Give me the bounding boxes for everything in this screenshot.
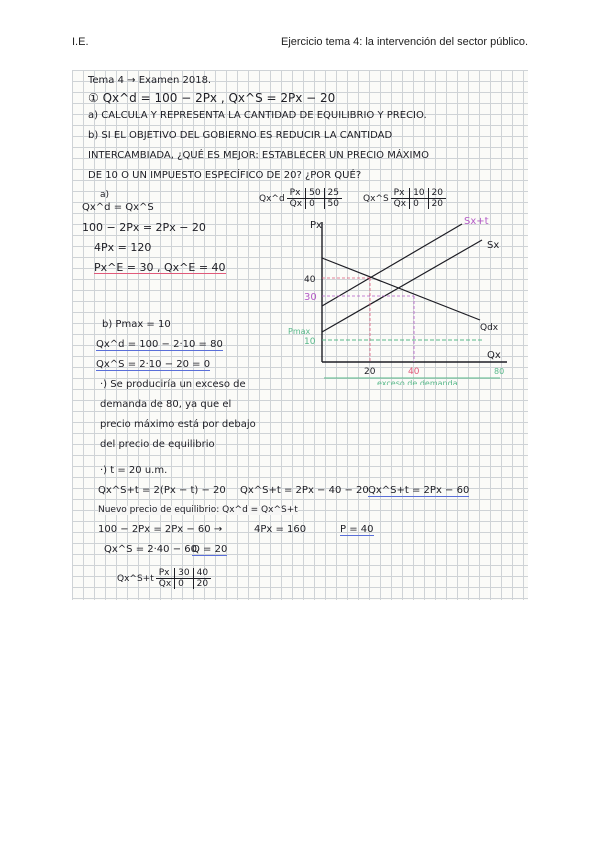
demand-table [258,188,342,209]
table-cell: 10 [410,188,428,199]
table-cell: Qx [391,199,410,210]
tax-eq2: Qx^S+t = 2Px − 40 − 20 [240,485,369,496]
part-a-eq3: 4Px = 120 [94,241,152,254]
tax-eq7: Qx^S = 2·40 − 60 [104,544,197,555]
part-b-text-4: del precio de equilibrio [100,439,215,450]
table-cell: Px [391,188,410,199]
x-tick-80: 80 [494,367,505,376]
tax-eq5: 4Px = 160 [254,524,307,535]
table-cell: 20 [428,188,446,199]
y-tick-40: 40 [304,275,316,285]
table-cell: 30 [175,568,193,579]
header-right: Ejercicio tema 4: la intervención del sector público. [280,36,528,48]
tax-eq6: P = 40 [340,524,374,535]
tax-eq8: Q = 20 [192,544,228,555]
tax-eq3: Qx^S+t = 2Px − 60 [368,485,470,496]
x-tick-20: 20 [364,367,376,377]
part-b-statement-1: b) SI EL OBJETIVO DEL GOBIERNO ES REDUCIR LA CANTIDAD [88,130,393,141]
table-cell: 0 [410,199,428,210]
table-cell: 50 [306,188,324,199]
table-cell: 25 [324,188,342,199]
part-b-text-1: ·) Se produciría un exceso de [100,379,246,390]
part-a-statement: a) CALCULA Y REPRESENTA LA CANTIDAD DE EQUILIBRIO Y PRECIO. [88,110,427,121]
table-cell: Qx [156,579,175,590]
table-cell: Qx [287,199,306,210]
part-a-label: a) [100,190,110,200]
x-tick-40: 40 [408,367,420,377]
part-a-eq2: 100 − 2Px = 2Px − 20 [82,221,206,234]
demand-label: Qdx [480,323,499,333]
table-cell: Px [156,568,175,579]
header-left: I.E. [72,36,89,48]
table-cell: 50 [327,199,339,209]
pmax-label: Pmax [288,327,311,336]
x-axis-label: Qx [487,350,501,361]
excess-demand-label: exceso de demanda [377,379,458,385]
part-a-eq1: Qx^d = Qx^S [82,202,154,213]
supply-label: Sx [487,240,500,251]
table-cell: 0 [306,199,324,210]
table-cell: 0 [175,579,193,590]
tax-eq1: Qx^S+t = 2(Px − t) − 20 [98,485,226,496]
part-b-label: b) Pmax = 10 [102,319,171,330]
supply-demand-graph [282,210,522,385]
demand-curve [322,258,480,320]
demand-table-head: Qx^d [259,193,285,204]
part-b-eq2: Qx^S = 2·10 − 20 = 0 [96,359,211,370]
y-axis-label: Px [310,220,322,231]
problem-line: ① Qx^d = 100 − 2Px , Qx^S = 2Px − 20 [88,91,336,105]
part-b-statement-3: DE 10 O UN IMPUESTO ESPECÍFICO DE 20? ¿POR QUÉ? [88,170,362,181]
supply-tax-table [116,568,211,589]
supply-table-head: Qx^S [363,193,389,204]
supply-tax-label: Sx+t [464,216,489,227]
handwritten-notes-sheet [72,70,528,600]
notes-title: Tema 4 → Examen 2018. [88,75,212,86]
part-b-statement-2: INTERCAMBIADA, ¿QUÉ ES MEJOR: ESTABLECER UN PRECIO MÁXIMO [88,150,429,161]
part-b-text-2: demanda de 80, ya que el [100,399,232,410]
y-tick-10: 10 [304,337,316,347]
equilibrium-result: Px^E = 30 , Qx^E = 40 [94,261,226,274]
tax-note: Nuevo precio de equilibrio: Qx^d = Qx^S+t [98,505,298,515]
part-b-text-3: precio máximo está por debajo [100,419,256,430]
table-cell: 20 [196,579,209,589]
supply-curve [322,240,482,332]
table-cell: Px [287,188,306,199]
supply-tax-curve [322,224,462,306]
y-tick-30: 30 [304,292,317,303]
tax-eq4: 100 − 2Px = 2Px − 60 → [98,524,223,535]
supply-tax-table-head: Qx^S+t [117,573,154,584]
supply-table [362,188,446,209]
table-cell: 20 [431,199,443,209]
part-b-eq1: Qx^d = 100 − 2·10 = 80 [96,339,223,350]
tax-label: ·) t = 20 u.m. [100,465,168,476]
table-cell: 40 [193,568,211,579]
